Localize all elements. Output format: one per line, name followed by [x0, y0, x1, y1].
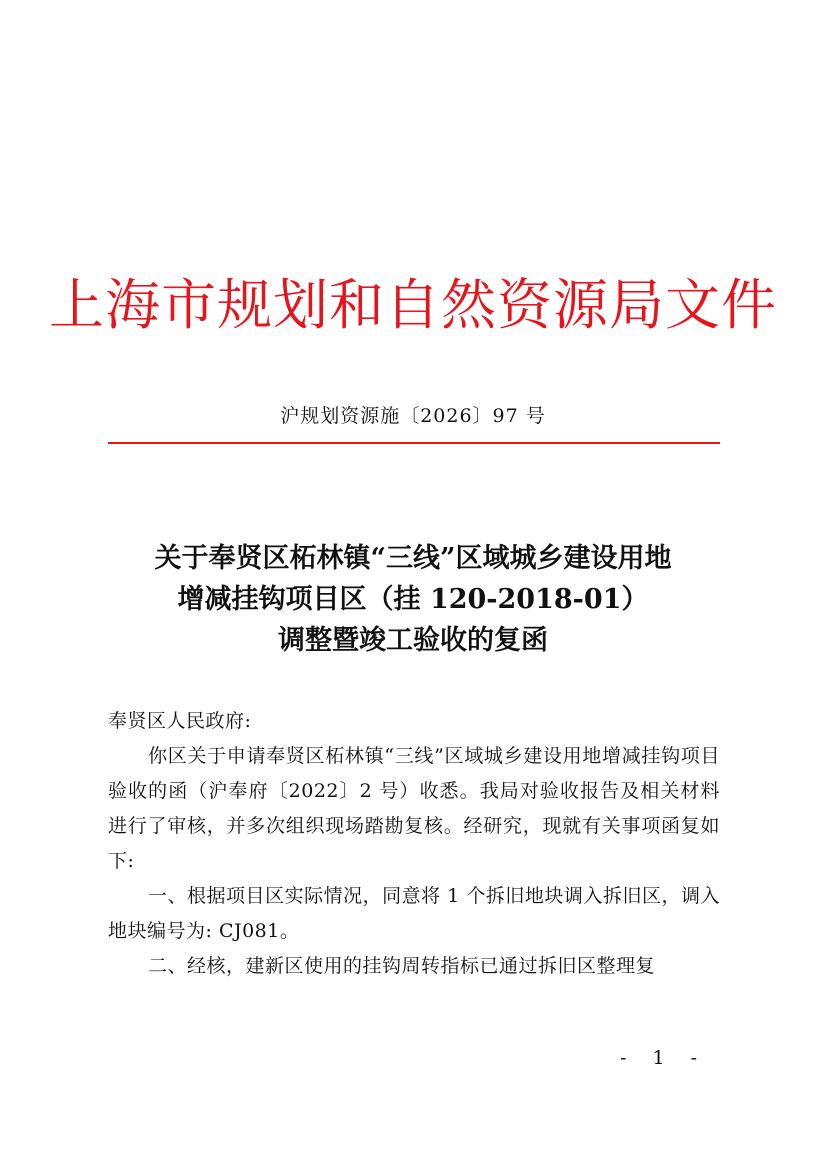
issuer-title: 上海市规划和自然资源局文件: [48, 273, 777, 337]
page-number: - 1 -: [620, 1047, 708, 1069]
title-line-3: 调整暨竣工验收的复函: [278, 625, 548, 656]
title-line-2: 增减挂钩项目区（挂 120-2018-01）: [177, 584, 649, 615]
document-title: [80, 538, 746, 661]
body-paragraph-2: 一、根据项目区实际情况，同意将 1 个拆旧地块调入拆旧区，调入地块编号为: CJ081。: [108, 885, 720, 942]
title-line-1: 关于奉贤区柘林镇“三线”区域城乡建设用地: [154, 543, 672, 574]
salutation: 奉贤区人民政府:: [108, 710, 252, 732]
document-number: 沪规划资源施〔2026〕97 号: [280, 405, 546, 427]
body-paragraph-1: 你区关于申请奉贤区柘林镇“三线”区域城乡建设用地增减挂钩项目验收的函（沪奉府〔2022〕2 号）收悉。我局对验收报告及相关材料进行了审核，并多次组织现场踏勘复核。经研究，现就有关事项函复如下:: [108, 745, 720, 872]
document-body: [108, 704, 720, 984]
body-paragraph-3: 二、经核，建新区使用的挂钩周转指标已通过拆旧区整理复: [148, 955, 656, 977]
red-divider-line: [108, 442, 720, 444]
